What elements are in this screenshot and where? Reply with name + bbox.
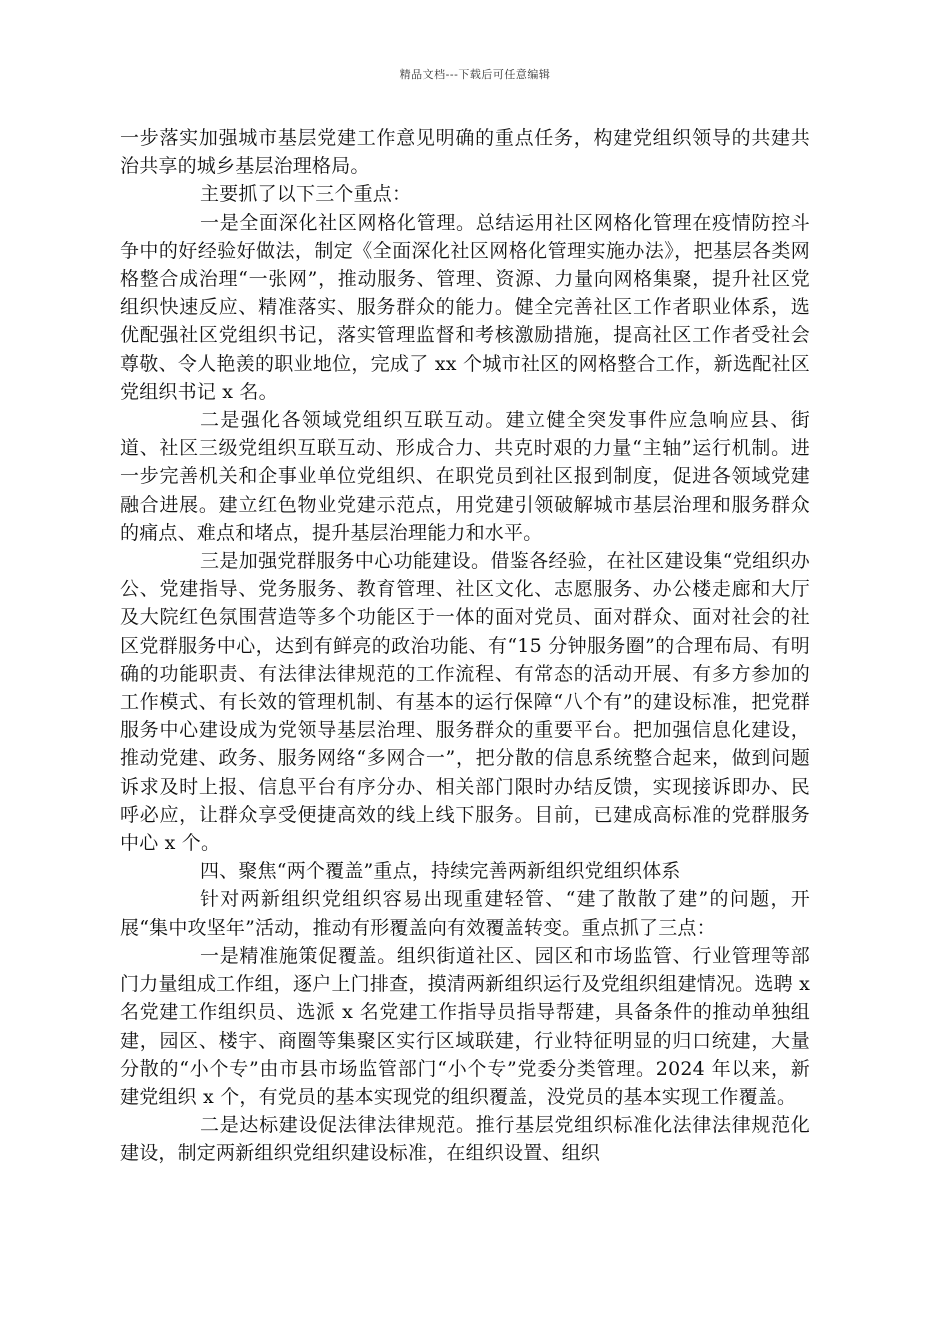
paragraph-5: 三是加强党群服务中心功能建设。借鉴各经验，在社区建设集“党组织办公、党建指导、党务服务、教育管理、社区文化、志愿服务、办公楼走廊和大厅及大院红色氛围营造等多个功能区于一体的面对党员、面对群众、面对社会的社区党群服务中心，达到有鲜亮的政治功能、有“15 分钟服务圈”的合理布局、有明确的功能职责、有法律法律规范的工作流程、有常态的活动开展、有多方参加的工作模式、有长效的管理机制、有基本的运行保障“八个有”的建设标准，把党群服务中心建设成为党领导基层治理、服务群众的重要平台。把加强信息化建设，推动党建、政务、服务网络“多网合一”，把分散的信息系统整合起来，做到问题诉求及时上报、信息平台有序分办、相关部门限时办结反馈，实现接诉即办、民呼必应，让群众享受便捷高效的线上线下服务。目前，已建成高标准的党群服务中心 x 个。 xyxy=(120,550,810,855)
paragraph-4: 二是强化各领域党组织互联互动。建立健全突发事件应急响应县、街道、社区三级党组织互联互动、形成合力、共克时艰的力量“主轴”运行机制。进一步完善机关和企事业单位党组织、在职党员到社区报到制度，促进各领域党建融合进展。建立红色物业党建示范点，用党建引领破解城市基层治理和服务群众的痛点、难点和堵点，提升基层治理能力和水平。 xyxy=(120,409,810,544)
page-header: 精品文档---下载后可任意编辑 xyxy=(399,68,551,81)
paragraph-7: 针对两新组织党组织容易出现重建轻管、“建了散散了建”的问题，开展“集中攻坚年”活动，推动有形覆盖向有效覆盖转变。重点抓了三点： xyxy=(120,888,810,939)
paragraph-2: 主要抓了以下三个重点： xyxy=(200,183,412,206)
paragraph-8: 一是精准施策促覆盖。组织街道社区、园区和市场监管、行业管理等部门力量组成工作组，逐户上门排查，摸清两新组织运行及党组织组建情况。选聘 x 名党建工作组织员、选派 x 名党建工作指导员指导帮建，具备条件的推动单独组建，园区、楼宇、商圈等集聚区实行区域联建，行业特征明显的归口统建，大量分散的“小个专”由市县市场监管部门“小个专”党委分类管理。2024 年以来，新建党组织 x 个，有党员的基本实现党的组织覆盖，没党员的基本实现工作覆盖。 xyxy=(120,944,810,1108)
paragraph-3: 一是全面深化社区网格化管理。总结运用社区网格化管理在疫情防控斗争中的好经验好做法，制定《全面深化社区网格化管理实施办法》，把基层各类网格整合成治理“一张网”，推动服务、管理、资源、力量向网格集聚，提升社区党组织快速反应、精准落实、服务群众的能力。健全完善社区工作者职业体系，选优配强社区党组织书记，落实管理监督和考核激励措施，提高社区工作者受社会尊敬、令人艳羡的职业地位，完成了 xx 个城市社区的网格整合工作，新选配社区党组织书记 x 名。 xyxy=(120,211,810,403)
paragraph-9: 二是达标建设促法律法律规范。推行基层党组织标准化法律法律规范化建设，制定两新组织党组织建设标准，在组织设置、组织 xyxy=(120,1114,810,1165)
section-heading: 四、聚焦“两个覆盖”重点，持续完善两新组织党组织体系 xyxy=(200,860,681,883)
document-body xyxy=(120,124,810,1168)
paragraph-1: 一步落实加强城市基层党建工作意见明确的重点任务，构建党组织领导的共建共治共享的城乡基层治理格局。 xyxy=(120,127,810,178)
